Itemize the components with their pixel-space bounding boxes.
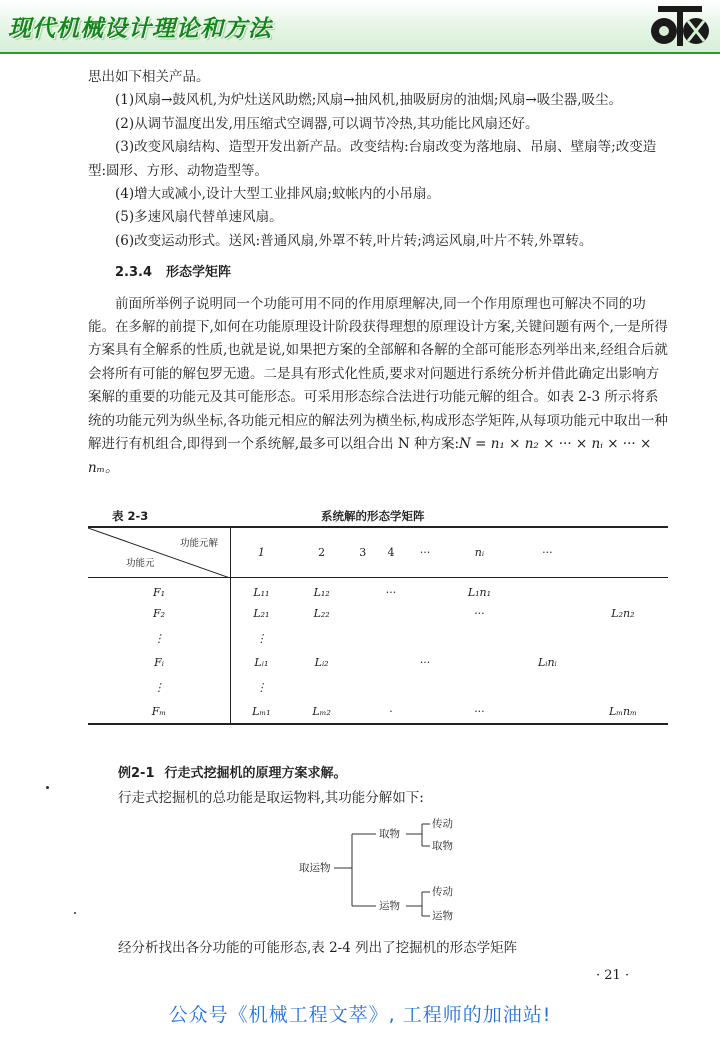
page-number: · 21 · [596,968,630,983]
tree-branch-transport: 运物 [379,900,400,912]
table-cell [442,626,517,651]
table-cell [351,700,374,725]
table-cell: ··· [385,586,397,599]
table-row [88,577,668,602]
table-cell [374,651,408,676]
col-header-3: 3 [351,527,374,577]
table-cell: L₁₂ [313,586,330,599]
tree-leaf-transport: 运物 [432,910,453,922]
text-line-3: (3)改变风扇结构、造型开发出新产品。改变结构:台扇改变为落地扇、吊扇、壁扇等;改变造型:圆形、方形、动物造型等。 [88,139,657,179]
table-cell [517,675,578,700]
col-header-5: ··· [408,527,442,577]
table-cell: L₁n₁ [467,586,492,599]
table-cell [517,626,578,651]
table-cell [442,651,517,676]
col-header-2: 2 [292,527,352,577]
tree-leaf-take: 取物 [432,840,453,852]
scan-speck [46,786,49,789]
tree-leaf-drive-2: 传动 [432,886,453,898]
table-cell [351,577,374,602]
col-header-4: 4 [374,527,408,577]
text-line-4: (4)增大或减小,设计大型工业排风扇;蚊帐内的小吊扇。 [115,186,440,203]
closing-text: 经分析找出各分功能的可能形态,表 2-4 列出了挖掘机的形态学矩阵 [118,940,518,956]
table-row [88,626,668,651]
example-text: 行走式挖掘机的总功能是取运物料,其功能分解如下: [118,790,424,806]
table-cell [517,602,578,627]
row-header: ⋮ [88,675,231,700]
header-title: 现代机械设计理论和方法 [8,16,272,42]
table-cell: Lᵢ₂ [314,656,329,670]
tree-leaf-drive-1: 传动 [432,818,453,830]
table-caption [88,506,668,526]
table-cell: Lᵢ₁ [254,656,269,670]
table-cell [351,651,374,676]
tree-root: 取运物 [299,862,331,874]
scan-speck [74,912,76,914]
row-header: Fᵢ [88,651,231,676]
text-line-6: (6)改变运动形式。送风:普通风扇,外罩不转,叶片转;鸿运风扇,叶片不转,外罩转。 [115,232,593,249]
table-cell [442,675,517,700]
example-label: 例2-1 [118,766,155,781]
table-number: 表 2-3 [112,509,149,523]
table-cell [408,675,442,700]
header-bar [0,0,720,54]
table-title: 系统解的形态学矩阵 [321,509,425,523]
text-line-0: 思出如下相关产品。 [88,69,210,85]
morphology-table-block [88,506,668,725]
table-cell [351,602,374,627]
table-cell [517,700,578,725]
section-title: 形态学矩阵 [166,265,232,281]
morphology-table [88,526,668,725]
footer-banner: 公众号《机械工程文萃》, 工程师的加油站! [168,1004,552,1026]
col-header-1: 1 [231,527,292,577]
table-cell [578,626,668,651]
corner-function-label: 功能元 [126,557,155,569]
table-cell: ⋮ [255,631,267,645]
table-cell [408,602,442,627]
tree-branch-take: 取物 [379,828,400,840]
table-cell: ··· [474,704,485,718]
section-heading [88,261,668,284]
row-header: F₁ [88,577,231,602]
col-header-8 [578,527,668,577]
table-cell [408,700,442,725]
row-header: ⋮ [88,626,231,651]
table-cell [292,675,352,700]
table-cell: ··· [419,656,431,670]
text-line-5: (5)多速风扇代替单速风扇。 [115,209,283,226]
table-row [88,700,668,725]
table-cell: L₁₁ [253,586,270,599]
table-row [88,651,668,676]
corner-solution-label: 功能元解 [179,538,218,549]
table-cell: L₂₂ [313,607,330,621]
table-cell [351,675,374,700]
row-header: Fₘ [88,700,231,725]
text-line-1: (1)风扇→鼓风机,为炉灶送风助燃;风扇→抽风机,抽吸厨房的油烟;风扇→吸尘器,吸尘。 [115,92,623,109]
table-cell [408,577,442,602]
table-cell: ⋮ [255,680,267,694]
table-cell [578,675,668,700]
text-line-2: (2)从调节温度出发,用压缩式空调器,可以调节冷热,其功能比风扇还好。 [115,115,539,132]
logo-icon [648,4,712,50]
col-header-6: nᵢ [442,527,517,577]
table-cell [578,651,668,676]
formula: N = n₁ × n₂ × ··· × nᵢ × ··· × nₘ。 [88,436,652,476]
table-cell [374,626,408,651]
col-header-7: ··· [517,527,578,577]
table-cell: ··· [474,607,485,621]
table-cell [351,626,374,651]
table-cell [374,602,408,627]
table-cell: L₂n₂ [611,607,635,621]
table-cell [408,626,442,651]
table-cell: · [389,704,393,718]
example-heading [118,762,347,781]
table-cell: Lₘnₘ [608,704,637,718]
table-corner-cell [88,527,231,577]
body-paragraph [88,293,668,480]
table-cell: Lₘ₂ [312,704,331,718]
main-text [88,66,668,480]
table-row [88,675,668,700]
row-header: F₂ [88,602,231,627]
table-cell [517,577,578,602]
function-decomposition-tree [290,810,490,930]
table-row [88,602,668,627]
table-cell [292,626,352,651]
table-cell [578,577,668,602]
example-title: 行走式挖掘机的原理方案求解。 [164,766,347,781]
table-cell [374,675,408,700]
table-cell: Lₘ₁ [252,704,271,718]
table-cell: L₂₁ [253,607,270,621]
paragraph-text: 前面所举例子说明同一个功能可用不同的作用原理解决,同一个作用原理也可解决不同的功能。在多解的前提下,如何在功能原理设计阶段获得理想的原理设计方案,关键问题有两个,一是所得方案具有全解系的性质,也就是说,如果把方案的全部解和各解的全部可能形态列举出来,经组合后就会将所有可能的解包罗无遗。二是具有形式化性质,要求对问题进行系统分析并借此确定出影响方案解的重要的功能元及其可能形态。可采用形态综合法进行功能元解的组合。如表 2-3 所示将系统的功能元列为纵坐标,各功能元相应的解法列为横坐标,构成形态学矩阵,从每项功能元中取出一种解进行有机组合,即得到一个系统解,最多可以组合出 N 种方案: [88,295,668,453]
section-number: 2.3.4 [115,265,153,281]
publisher-logo [648,4,712,50]
table-cell: Lᵢnᵢ [537,656,557,670]
